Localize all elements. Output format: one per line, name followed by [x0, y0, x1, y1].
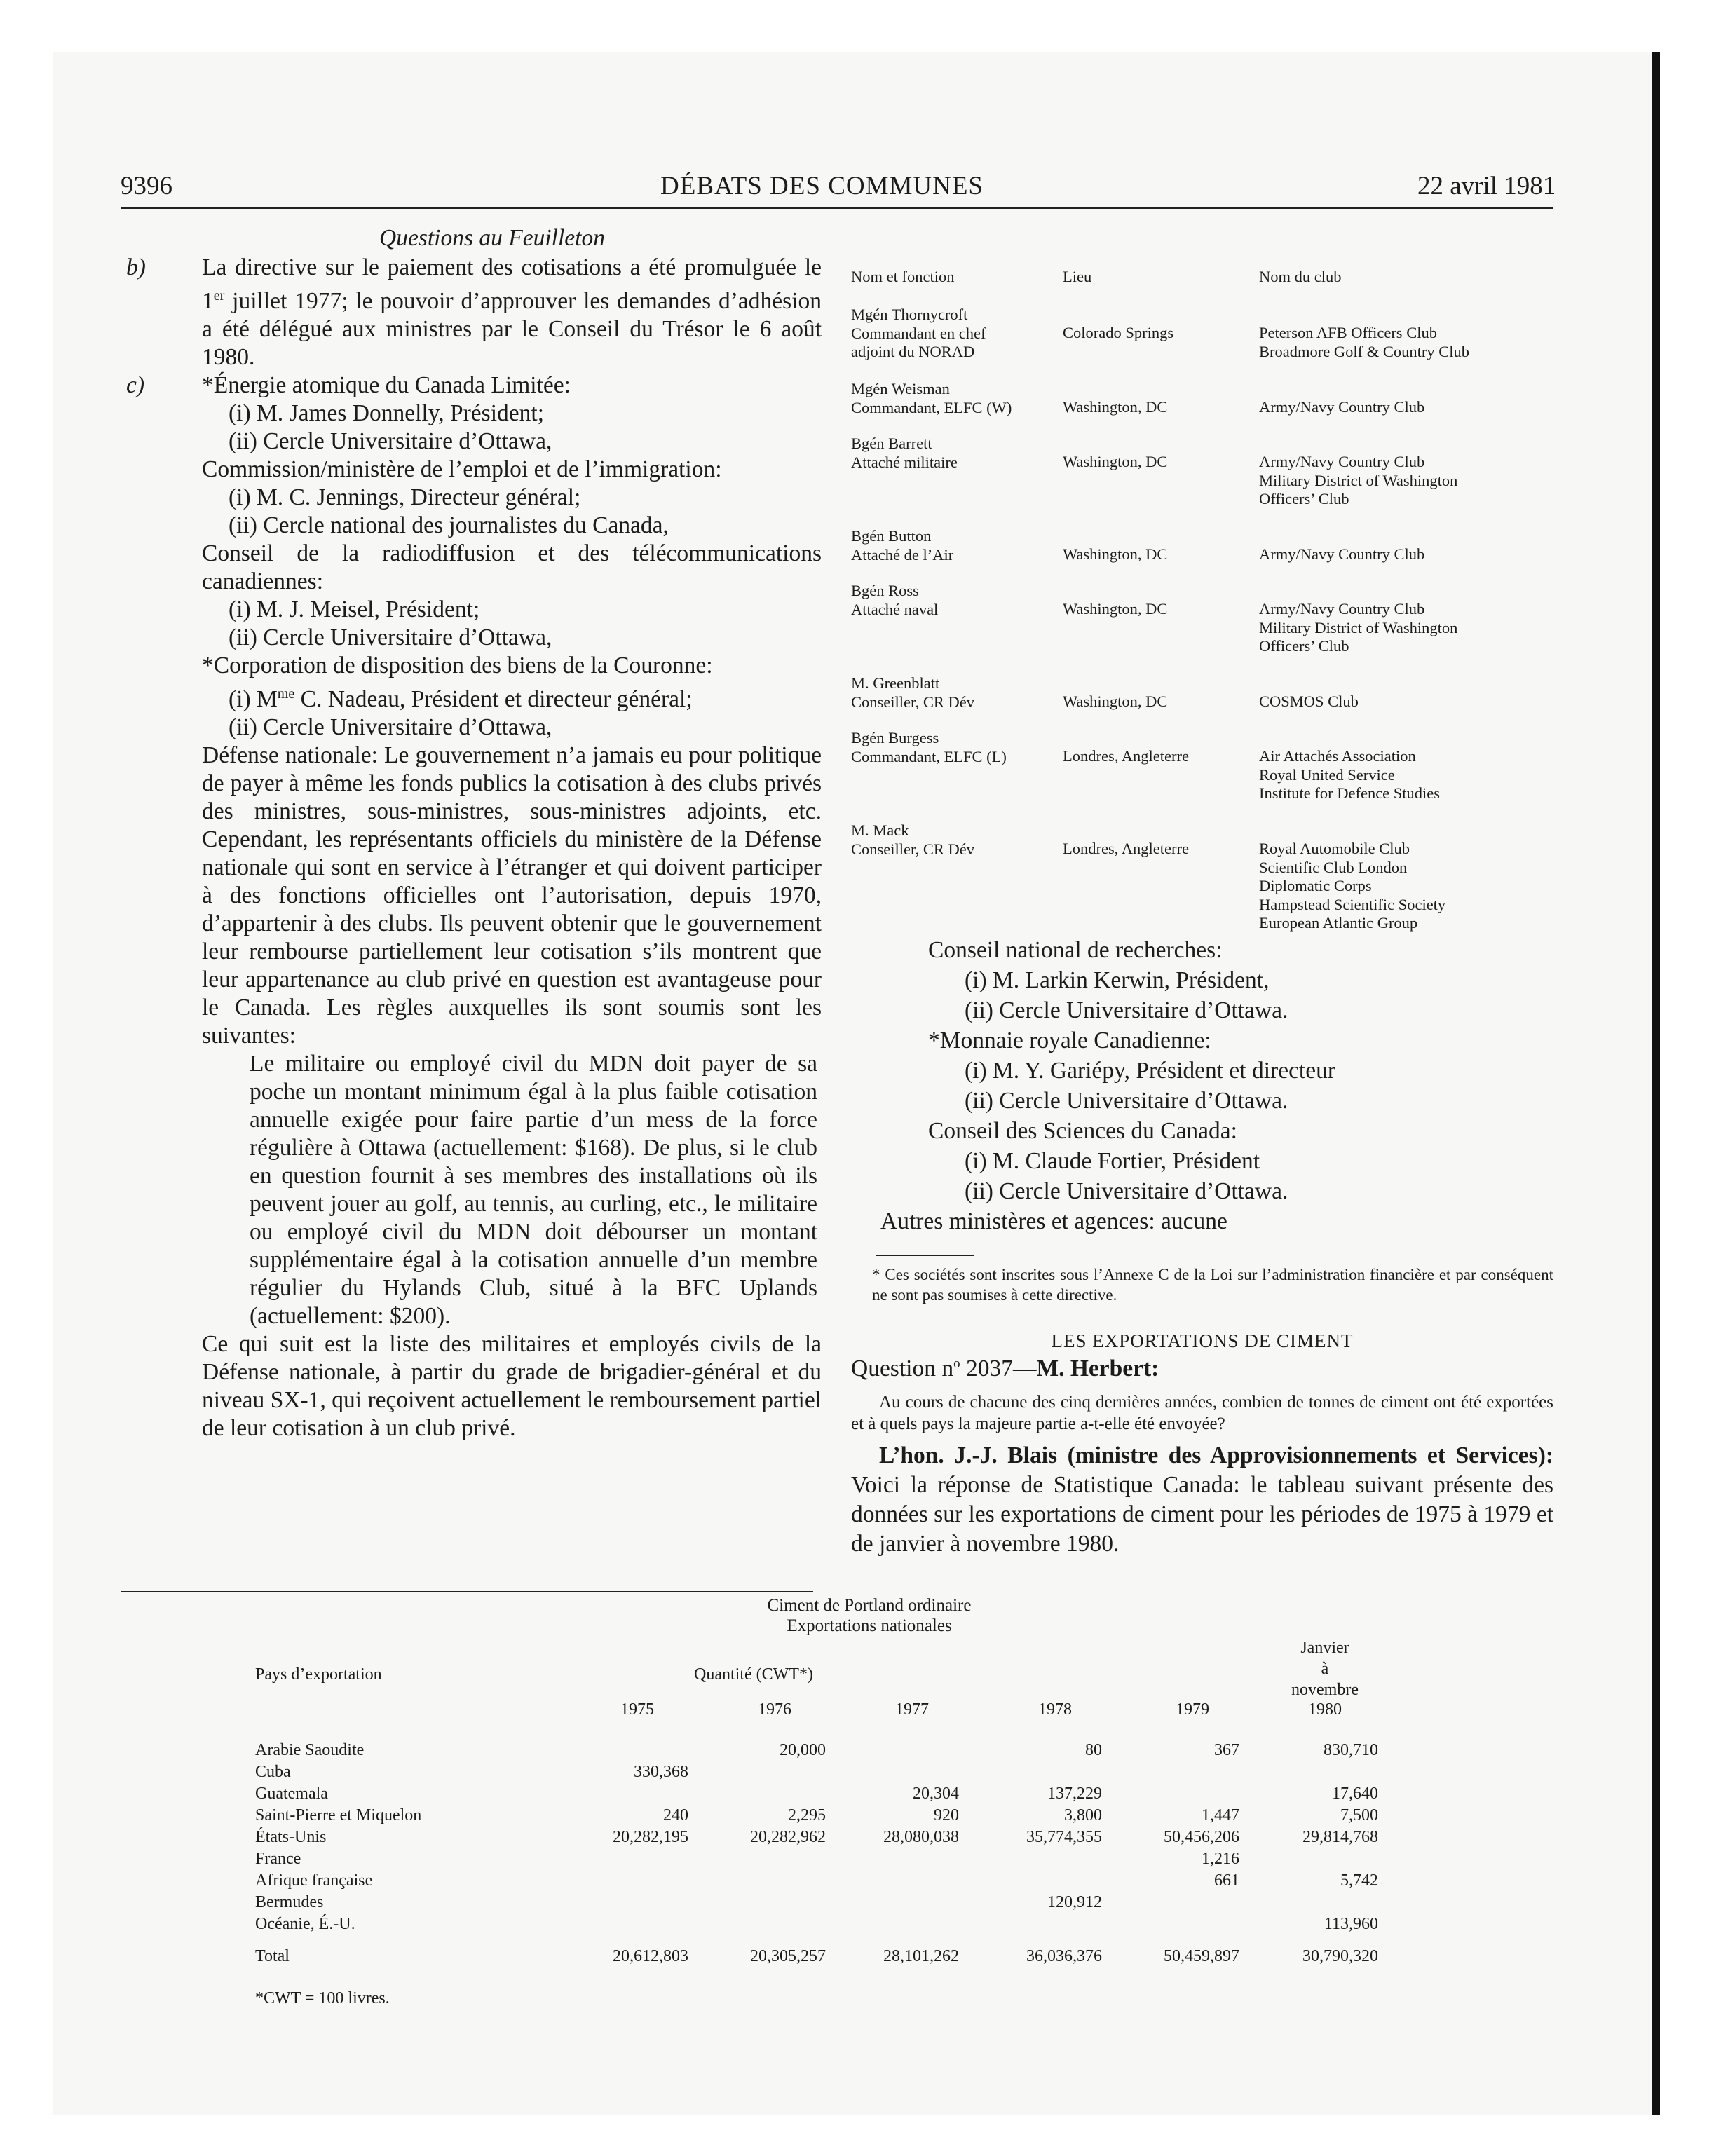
table-separator-rule: [121, 1591, 813, 1592]
country-name: Bermudes: [255, 1893, 324, 1911]
country-name: Océanie, É.-U.: [255, 1915, 355, 1933]
export-value: 330,368: [634, 1763, 688, 1781]
country-name: Afrique française: [255, 1871, 373, 1890]
country-name: Cuba: [255, 1763, 291, 1781]
question-title: LES EXPORTATIONS DE CIMENT: [1051, 1330, 1354, 1351]
block-quote: Le militaire ou employé civil du MDN doit payer de sa poche un montant minimum égal à la plus faible cotisation annuelle exigée pour faire partie d’un mess de la force régulière à Ottawa (actuellement: $168). De plus, si le club en question fournit à ses membres des installations où ils peuvent jouer au golf, au tennis, au curling, etc., le militaire ou employé civil du MDN doit débourser un montant supplémentaire égal à la cotisation annuelle d’un membre régulier du Hylands Club, situé à la BFC Uplands (actuellement: $200).: [250, 1051, 817, 1330]
officer-name: Bgén Burgess Commandant, ELFC (L): [851, 729, 1007, 765]
item-c-label: c): [126, 372, 145, 399]
scan-edge-bar: [1652, 52, 1660, 2115]
country-name: Saint-Pierre et Miquelon: [255, 1806, 422, 1824]
item-b-label: b): [126, 254, 146, 280]
table-header-place: Lieu: [1063, 268, 1092, 285]
running-title: DÉBATS DES COMMUNES: [660, 172, 984, 200]
officer-place: Washington, DC: [1063, 600, 1168, 618]
export-value: 3,800: [1064, 1806, 1102, 1824]
year-header: 1979: [1176, 1700, 1209, 1719]
total-label: Total: [255, 1947, 290, 1965]
officer-club: COSMOS Club: [1259, 692, 1359, 710]
officer-place: Londres, Angleterre: [1063, 840, 1189, 857]
export-value: 367: [1214, 1741, 1239, 1759]
export-value: 830,710: [1324, 1741, 1378, 1759]
export-value: 5,742: [1340, 1871, 1378, 1890]
officer-name: Bgén Barrett Attaché militaire: [851, 435, 958, 471]
item-c-text: *Énergie atomique du Canada Limitée:: [202, 372, 571, 399]
year-header: 1976: [758, 1700, 791, 1719]
officer-place: Washington, DC: [1063, 545, 1168, 563]
officer-club: Peterson AFB Officers Club Broadmore Golf & Country Club: [1259, 324, 1469, 360]
section-heading: Questions au Feuilleton: [379, 225, 605, 251]
country-name: Arabie Saoudite: [255, 1741, 365, 1759]
table-header-name: Nom et fonction: [851, 268, 955, 285]
footnote: * Ces sociétés sont inscrites sous l’Annexe C de la Loi sur l’administration financière et par conséquent ne sont pas soumises à cette directive.: [872, 1266, 1553, 1304]
officer-name: Mgén Thornycroft Commandant en chef adjoint du NORAD: [851, 306, 986, 360]
col-header-quantity: Quantité (CWT*): [694, 1665, 813, 1684]
export-value: 2,295: [788, 1806, 826, 1824]
item-c: c) *Énergie atomique du Canada Limitée: (i) M. James Donnelly, Président; (ii) Cercle Universitaire d’Ottawa, Commission/ministère de l’emploi et de l’immigration: (i) M. C. Jennings, Directeur général; (ii) Cercle national des journalistes du Canada, Conseil de la radiodiffusion et des télécommunications canadiennes: (i) M. J. Meisel, Président; (ii) Cercle Universitaire d’Ottawa, *Corporation de disposition des biens de la Couronne: (i) $M^{me}$ C. Nadeau, Président et directeur général; (ii) Cercle Universitaire d’Ottawa, Défense nationale: Le gouvernement n’a jamais eu pour politique de payer à même les fonds publics la cotisation à des clubs privés des ministres, sous-ministres, sous-ministres adjoints, etc. Cependant, les représentants officiels du ministère de la Défense nationale qui sont en service à l’étranger et qui doivent participer à des fonctions officielles ont l’autorisation, depuis 1970, d’appartenir à des clubs. Ils peuvent obtenir que le gouvernement leur rembourse partiellement leur cotisation s’ils montrent que leur appartenance au club privé en question est avantageuse pour le Canada. Les règles auxquelles ils sont soumis sont les suivantes: Le militaire ou employé civil du MDN doit payer de sa poche un montant minimum égal à la plus faible cotisation annuelle exigée pour faire partie d’un mess de la force régulière à Ottawa (actuellement: $168). De plus, si le club en question fournit à ses membres des installations où ils peuvent jouer au golf, au tennis, au curling, etc., le militaire ou employé civil du MDN doit débourser un montant supplémentaire égal à la cotisation annuelle d’un membre régulier du Hylands Club, situé à la BFC Uplands (actuellement: $200). Ce qui suit est la liste des militaires et employés civils de la Défense nationale, à partir du grade de brigadier-général et du niveau SX-1, qui reçoivent actuellement le remboursement partiel de leur cotisation à un club privé.: [126, 372, 822, 1442]
right-list: Conseil national de recherches: (i) M. Larkin Kerwin, Président, (ii) Cercle Universitaire d’Ottawa. *Monnaie royale Canadienne: (i) M. Y. Gariépy, Président et directeur (ii) Cercle Universitaire d’Ottawa. Conseil des Sciences du Canada: (i) M. Claude Fortier, Président (ii) Cercle Universitaire d’Ottawa. Autres ministères et agences: aucune: [880, 937, 1336, 1234]
officer-club: Army/Navy Country Club Military District of Washington Officers’ Club: [1259, 453, 1458, 507]
export-value: 20,282,962: [750, 1828, 826, 1846]
officer-place: Washington, DC: [1063, 453, 1168, 470]
year-header: 1977: [895, 1700, 929, 1719]
item-b-text: La directive sur le paiement des cotisations a été promulguée le 1er juillet 1977; le pouvoir d’approuver les demandes d’adhésion a été délégué aux ministres par le Conseil du Trésor le 6 août 1980.: [202, 254, 822, 371]
export-value: 29,814,768: [1302, 1828, 1378, 1846]
cwt-footnote: *CWT = 100 livres.: [255, 1989, 390, 2007]
footnote-rule: [876, 1255, 974, 1256]
col-header-janvier: Janvier à novembre: [1291, 1639, 1359, 1699]
export-value: 80: [1085, 1741, 1102, 1759]
export-value: 661: [1214, 1871, 1239, 1890]
export-value: 50,456,206: [1164, 1828, 1239, 1846]
left-column: [126, 224, 822, 1442]
country-name: États-Unis: [255, 1828, 327, 1846]
export-value: 30,790,320: [1302, 1947, 1378, 1965]
export-value: 17,640: [1332, 1785, 1378, 1803]
officer-club: Royal Automobile Club Scientific Club London Diplomatic Corps Hampstead Scientific Society European Atlantic Group: [1259, 840, 1446, 932]
export-value: 20,304: [913, 1785, 959, 1803]
officer-club: Army/Navy Country Club: [1259, 545, 1425, 563]
export-value: 920: [934, 1806, 959, 1824]
question-text: Au cours de chacune des cinq dernières années, combien de tonnes de ciment ont été exportées et à quels pays la majeure partie a-t-elle été envoyée?: [851, 1393, 1553, 1433]
country-name: France: [255, 1850, 301, 1868]
header-rule: [121, 207, 1553, 209]
export-value: 240: [663, 1806, 688, 1824]
year-header: 1975: [620, 1700, 654, 1719]
officer-name: M. Greenblatt Conseiller, CR Dév: [851, 674, 974, 711]
export-value: 20,612,803: [613, 1947, 688, 1965]
export-value: 113,960: [1324, 1915, 1378, 1933]
export-value: 28,101,262: [883, 1947, 959, 1965]
export-value: 1,216: [1202, 1850, 1239, 1868]
item-b: [126, 254, 822, 371]
export-value: 137,229: [1047, 1785, 1102, 1803]
header-date: 22 avril 1981: [1417, 172, 1556, 200]
question-number: Question $n^o$ 2037—M. Herbert:: [851, 1356, 1159, 1381]
closing-paragraph: Ce qui suit est la liste des militaires et employés civils de la Défense nationale, à partir du grade de brigadier-général et du niveau SX-1, qui reçoivent actuellement le remboursement partiel de leur cotisation à un club privé.: [202, 1331, 822, 1442]
export-value: 50,459,897: [1164, 1947, 1239, 1965]
export-value: 28,080,038: [883, 1828, 959, 1846]
answer-text: L’hon. J.-J. Blais (ministre des Approvisionnements et Services): Voici la réponse de Statistique Canada: le tableau suivant présente des données sur les exportations de ciment pour les périodes de 1975 à 1979 et de janvier à novembre 1980.: [851, 1442, 1553, 1557]
officer-club: Air Attachés Association Royal United Service Institute for Defence Studies: [1259, 747, 1441, 802]
officer-name: Mgén Weisman Commandant, ELFC (W): [851, 380, 1012, 416]
officer-name: Bgén Button Attaché de l’Air: [851, 527, 954, 564]
officer-club: Army/Navy Country Club: [1259, 398, 1425, 416]
export-value: 35,774,355: [1026, 1828, 1102, 1846]
officer-club: Army/Navy Country Club Military District of Washington Officers’ Club: [1259, 600, 1458, 655]
year-header: 1980: [1308, 1700, 1342, 1719]
page-number: 9396: [121, 172, 172, 200]
officer-name: Bgén Ross Attaché naval: [851, 582, 939, 618]
defense-paragraph: Défense nationale: Le gouvernement n’a jamais eu pour politique de payer à même les fonds publics la cotisation à des clubs privés des ministres, sous-ministres, sous-ministres adjoints, etc. Cependant, les représentants officiels du ministère de la Défense nationale qui sont en service à l’étranger et qui doivent participer à des fonctions officielles ont l’autorisation, depuis 1970, d’appartenir à des clubs. Ils peuvent obtenir que le gouvernement leur rembourse partiellement leur cotisation s’ils montrent que leur appartenance au club privé en question est avantageuse pour le Canada. Les règles auxquelles ils sont soumis sont les suivantes:: [202, 742, 822, 1049]
officer-place: Colorado Springs: [1063, 324, 1174, 341]
officer-place: Washington, DC: [1063, 398, 1168, 416]
export-value: 20,305,257: [750, 1947, 826, 1965]
officer-place: Washington, DC: [1063, 692, 1168, 710]
export-value: 120,912: [1047, 1893, 1102, 1911]
export-value: 20,282,195: [613, 1828, 688, 1846]
table-header-club: Nom du club: [1259, 268, 1342, 285]
col-header-country: Pays d’exportation: [255, 1665, 382, 1684]
officer-place: Londres, Angleterre: [1063, 747, 1189, 765]
export-value: 1,447: [1202, 1806, 1239, 1824]
country-name: Guatemala: [255, 1785, 328, 1803]
export-value: 36,036,376: [1026, 1947, 1102, 1965]
export-value: 7,500: [1340, 1806, 1378, 1824]
officer-name: M. Mack Conseiller, CR Dév: [851, 821, 974, 858]
export-value: 20,000: [780, 1741, 826, 1759]
year-header: 1978: [1038, 1700, 1072, 1719]
table-title: Ciment de Portland ordinaire Exportations nationales: [767, 1596, 972, 1635]
